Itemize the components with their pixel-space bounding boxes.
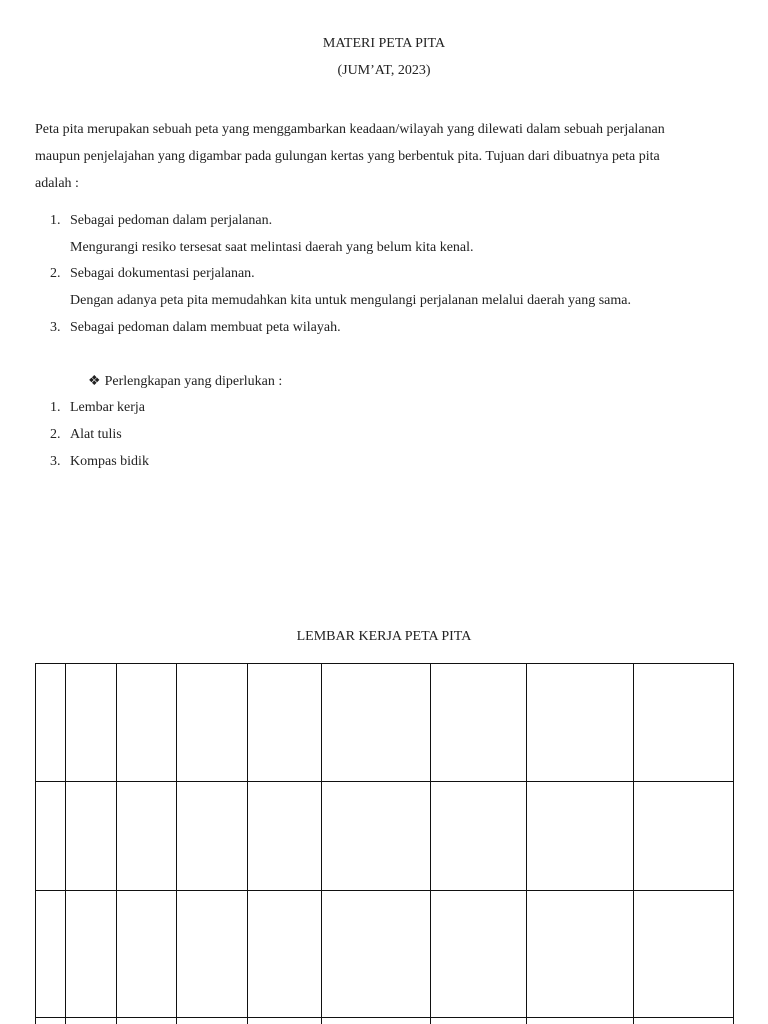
table-cell[interactable] [66,1018,117,1024]
table-cell[interactable] [117,782,177,891]
table-cell[interactable] [248,782,322,891]
list-number: 2. [50,427,61,442]
intro-line: adalah : [35,176,79,191]
table-cell[interactable] [36,664,66,782]
intro-line: Peta pita merupakan sebuah peta yang menggambarkan keadaan/wilayah yang dilewati dalam sebuah perjalanan [35,122,665,137]
table-cell[interactable] [66,782,117,891]
table-cell[interactable] [117,891,177,1018]
table-cell[interactable] [431,664,527,782]
table-cell[interactable] [177,782,248,891]
purpose-item-2: Sebagai dokumentasi perjalanan. [70,266,255,281]
table-cell[interactable] [527,1018,634,1024]
table-cell[interactable] [36,1018,66,1024]
table-cell[interactable] [177,1018,248,1024]
list-number: 2. [50,266,61,281]
purpose-detail-2: Dengan adanya peta pita memudahkan kita untuk mengulangi perjalanan melalui daerah yang sama. [70,293,631,308]
table-cell[interactable] [634,782,734,891]
intro-paragraph [35,116,740,197]
table-cell[interactable] [66,664,117,782]
table-cell[interactable] [322,1018,431,1024]
table-cell[interactable] [322,664,431,782]
table-cell[interactable] [177,664,248,782]
list-number: 3. [50,320,61,335]
equipment-heading-text: Perlengkapan yang diperlukan : [104,374,283,389]
purpose-item-1: Sebagai pedoman dalam perjalanan. [70,213,273,228]
table-row [36,891,734,1018]
purpose-detail-1: Mengurangi resiko tersesat saat melintasi daerah yang belum kita kenal. [70,240,474,255]
diamond-bullet-icon: ❖ [88,374,101,389]
table-cell[interactable] [431,782,527,891]
table-cell[interactable] [322,891,431,1018]
list-number: 1. [50,400,61,415]
table-cell[interactable] [248,664,322,782]
list-number: 3. [50,454,61,469]
table-cell[interactable] [431,891,527,1018]
intro-line: maupun penjelajahan yang digambar pada gulungan kertas yang berbentuk pita. Tujuan dari dibuatnya peta pita [35,149,660,164]
table-row [36,664,734,782]
table-cell[interactable] [117,1018,177,1024]
table-cell[interactable] [36,782,66,891]
worksheet-title: LEMBAR KERJA PETA PITA [296,629,472,644]
table-cell[interactable] [527,664,634,782]
table-row [36,782,734,891]
table-cell[interactable] [634,1018,734,1024]
table-cell[interactable] [431,1018,527,1024]
table-cell[interactable] [117,664,177,782]
equipment-item-1: Lembar kerja [70,400,146,415]
table-cell[interactable] [248,1018,322,1024]
table-cell[interactable] [634,664,734,782]
document-subtitle: (JUM’AT, 2023) [337,63,431,78]
table-cell[interactable] [36,891,66,1018]
document-title: MATERI PETA PITA [322,36,446,51]
table-cell[interactable] [248,891,322,1018]
equipment-item-3: Kompas bidik [70,454,149,469]
table-row [36,1018,734,1024]
table-cell[interactable] [527,782,634,891]
worksheet-table [35,663,734,1024]
equipment-heading [88,373,282,391]
table-cell[interactable] [634,891,734,1018]
equipment-item-2: Alat tulis [70,427,122,442]
table-cell[interactable] [322,782,431,891]
list-number: 1. [50,213,61,228]
purpose-item-3: Sebagai pedoman dalam membuat peta wilayah. [70,320,341,335]
table-cell[interactable] [527,891,634,1018]
table-cell[interactable] [66,891,117,1018]
table-cell[interactable] [177,891,248,1018]
